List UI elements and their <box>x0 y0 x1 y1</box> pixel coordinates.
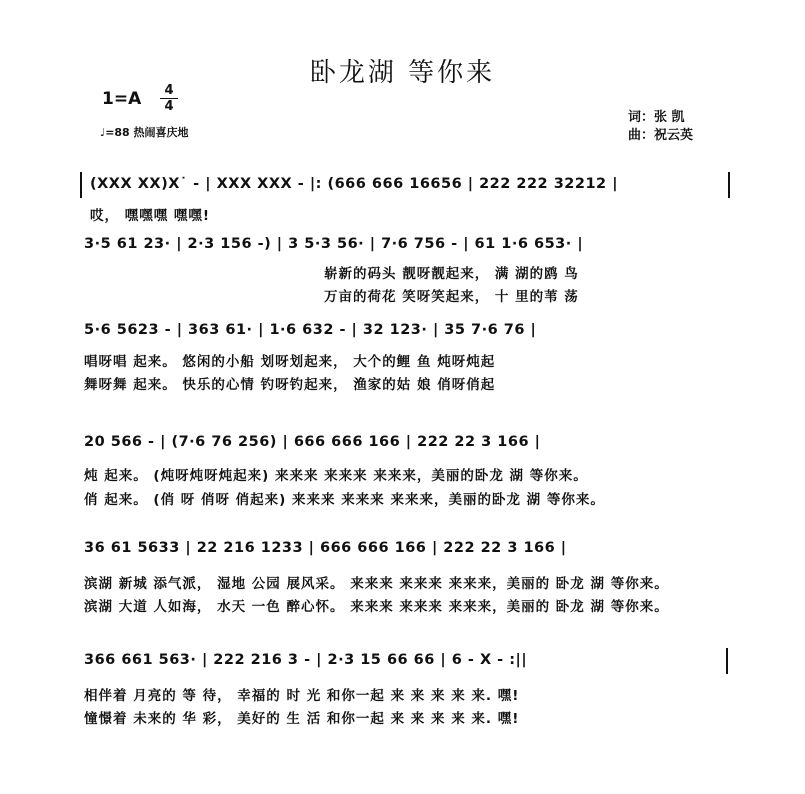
notation-line: 36 61 5633 | 22 216 1233 | 666 666 166 | 222 22 3 166 | <box>84 540 567 556</box>
composer-credit: 曲：祝云英 <box>628 128 694 143</box>
score-row-2 <box>80 236 730 320</box>
lyric-line-1: 相伴着 月亮的 等 待， 幸福的 时 光 和你一起 来 来 来 来 来. 嘿! <box>84 688 520 704</box>
lyric-line-2: 俏 起来。 (俏 呀 俏呀 俏起来) 来来来 来来来 来来来，美丽的卧龙 湖 等你来。 <box>84 492 605 508</box>
lyric-line-1: 滨湖 新城 添气派， 湿地 公园 展风采。 来来来 来来来 来来来，美丽的 卧龙 湖 等你来。 <box>84 576 669 592</box>
time-signature-bottom: 4 <box>164 99 174 114</box>
notation-line: 366 661 563· | 222 216 3 - | 2·3 15 66 66 | 6 - X - :|| <box>84 652 528 668</box>
notation-line: 3·5 61 23· | 2·3 156 -) | 3 5·3 56· | 7·6 756 - | 61 1·6 653· | <box>84 236 584 252</box>
lyric-line-1: 崭新的码头 靓呀靓起来， 满 湖的鸥 鸟 <box>324 266 579 282</box>
time-signature-top: 4 <box>164 83 174 98</box>
time-signature <box>160 84 178 113</box>
lyric-line-1: 炖 起来。 (炖呀炖呀炖起来) 来来来 来来来 来来来，美丽的卧龙 湖 等你来。 <box>84 468 588 484</box>
song-title: 卧龙湖 等你来 <box>309 58 496 88</box>
key-signature: 1=A <box>102 89 142 109</box>
score-row-4 <box>80 434 730 518</box>
score-row-6 <box>80 652 730 736</box>
lyric-line-1: 哎， 嘿嘿嘿 嘿嘿! <box>90 208 211 224</box>
lyric-line-2: 憧憬着 未来的 华 彩， 美好的 生 活 和你一起 来 来 来 来 来. 嘿! <box>84 711 520 727</box>
lyric-line-2: 舞呀舞 起来。 快乐的心情 钓呀钓起来， 渔家的姑 娘 俏呀俏起 <box>84 377 496 393</box>
notation-line: (XXX XX)X˙ - | XXX XXX - |: (666 666 16656 | 222 222 32212 | <box>90 176 618 192</box>
lyricist-credit: 词：张 凯 <box>628 110 685 125</box>
score-row-5 <box>80 540 730 624</box>
lyric-line-2: 滨湖 大道 人如海， 水天 一色 醉心怀。 来来来 来来来 来来来，美丽的 卧龙 湖 等你来。 <box>84 599 669 615</box>
lyric-line-2: 万亩的荷花 笑呀笑起来， 十 里的苇 荡 <box>324 289 579 305</box>
tempo-marking: ♩=88 热闹喜庆地 <box>100 126 189 139</box>
score-row-3 <box>80 322 730 406</box>
row-start-barline <box>80 172 82 198</box>
notation-line: 5·6 5623 - | 363 61· | 1·6 632 - | 32 123· | 35 7·6 76 | <box>84 322 537 338</box>
lyric-line-1: 唱呀唱 起来。 悠闲的小船 划呀划起来， 大个的鲤 鱼 炖呀炖起 <box>84 354 496 370</box>
notation-line: 20 566 - | (7·6 76 256) | 666 666 166 | 222 22 3 166 | <box>84 434 541 450</box>
final-repeat-barline <box>726 648 728 674</box>
row-end-barline <box>728 172 730 198</box>
